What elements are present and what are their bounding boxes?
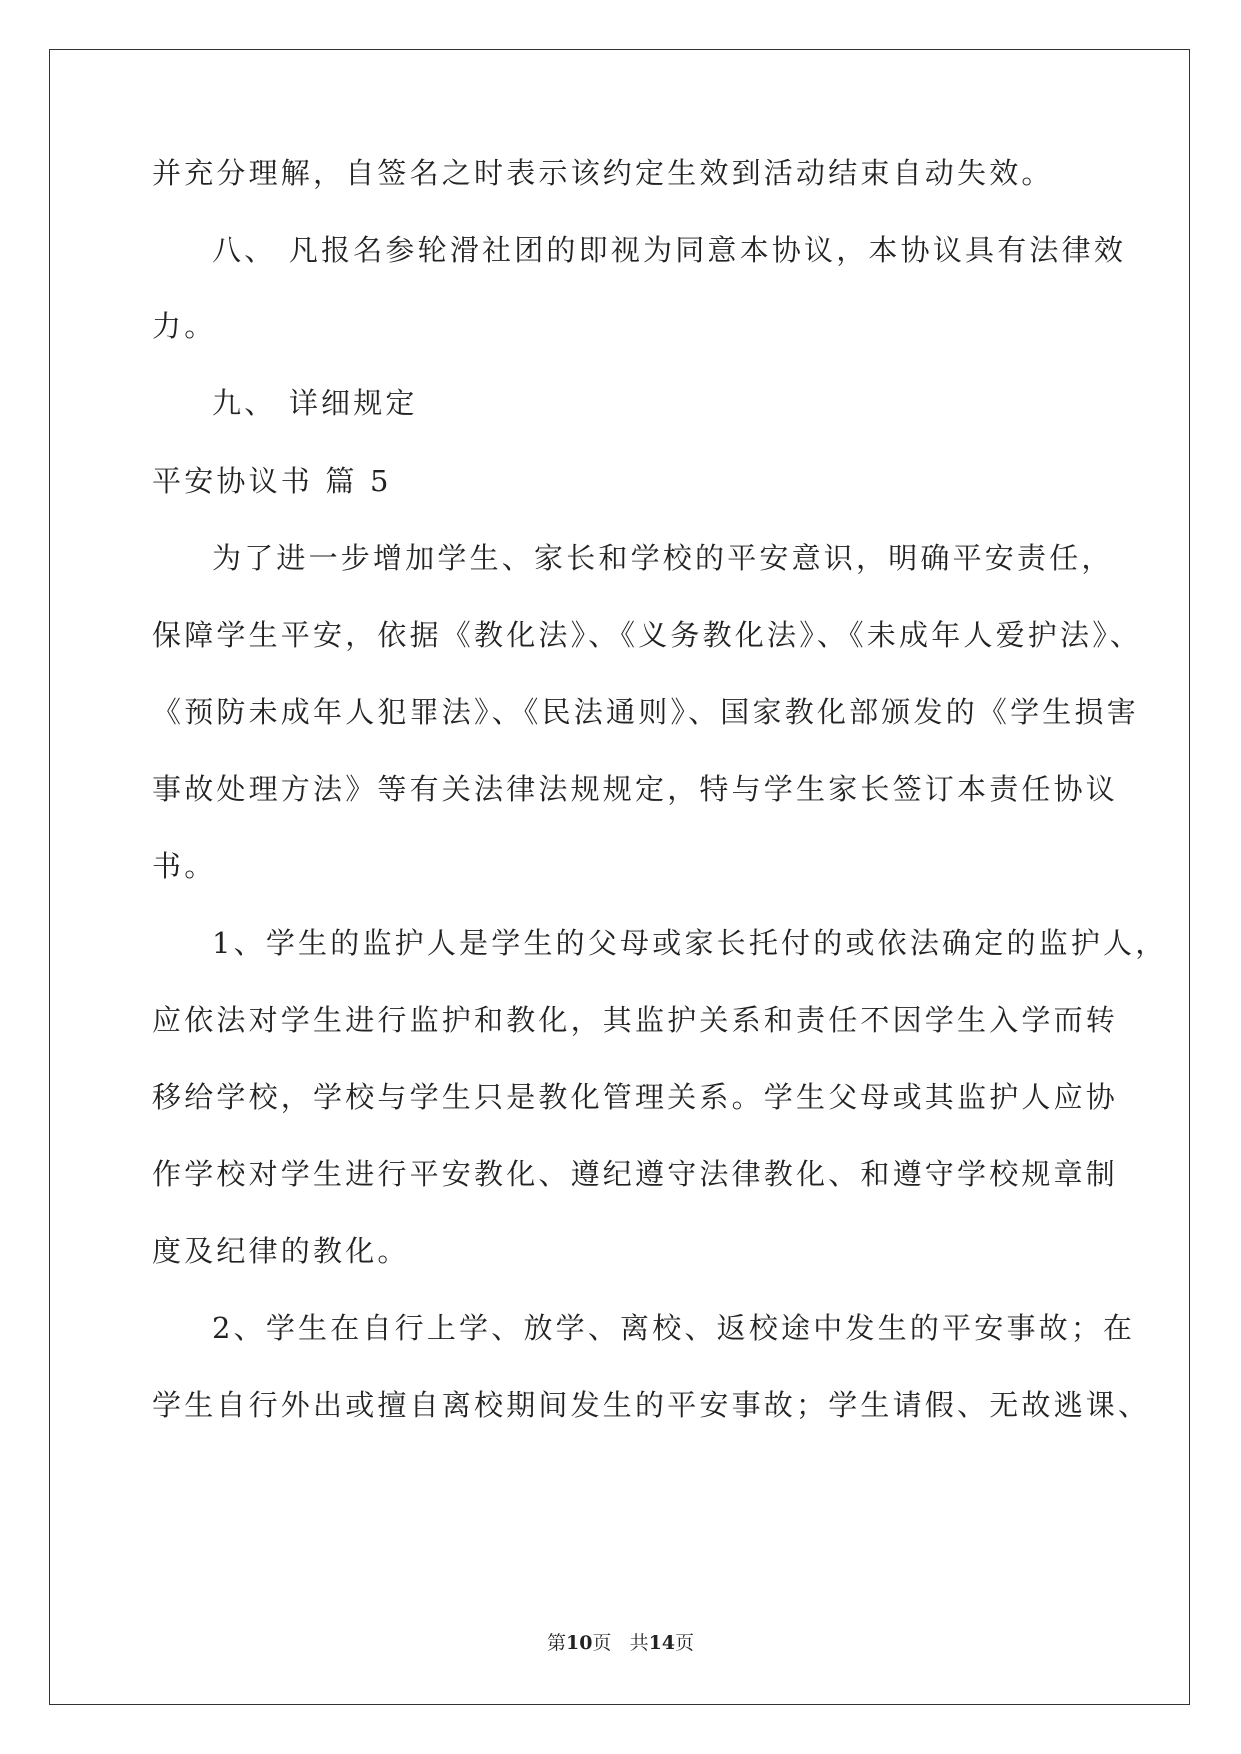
text-line: 应依法对学生进行监护和教化，其监护关系和责任不因学生入学而转 bbox=[152, 1003, 1119, 1037]
text-line: 移给学校，学校与学生只是教化管理关系。学生父母或其监护人应协 bbox=[152, 1080, 1119, 1114]
text-line: 八、 凡报名参轮滑社团的即视为同意本协议，本协议具有法律效 bbox=[212, 233, 1127, 267]
current-page-number: 10 bbox=[565, 1632, 593, 1654]
text-line: 作学校对学生进行平安教化、遵纪遵守法律教化、和遵守学校规章制 bbox=[152, 1157, 1119, 1191]
footer-prefix: 第 bbox=[546, 1632, 566, 1654]
footer-total-prefix: 共 bbox=[629, 1632, 649, 1654]
text-line: 度及纪律的教化。 bbox=[152, 1234, 410, 1268]
page-footer bbox=[0, 1628, 1241, 1655]
section-heading: 平安协议书 篇 5 bbox=[152, 464, 392, 498]
text-line: 事故处理方法》等有关法律法规规定，特与学生家长签订本责任协议 bbox=[152, 772, 1119, 806]
footer-page-suffix: 页 bbox=[592, 1632, 612, 1654]
text-line: 《预防未成年人犯罪法》、《民法通则》、国家教化部颁发的《学生损害 bbox=[152, 695, 1139, 729]
text-line: 书。 bbox=[152, 849, 217, 883]
page-border bbox=[49, 49, 1190, 1705]
footer-total-suffix: 页 bbox=[675, 1632, 695, 1654]
text-line: 学生自行外出或擅自离校期间发生的平安事故；学生请假、无故逃课、 bbox=[152, 1388, 1151, 1422]
text-line: 并充分理解，自签名之时表示该约定生效到活动结束自动失效。 bbox=[152, 156, 1054, 190]
text-line: 九、 详细规定 bbox=[212, 386, 418, 420]
text-line: 1、学生的监护人是学生的父母或家长托付的或依法确定的监护人， bbox=[212, 926, 1168, 960]
text-line: 力。 bbox=[152, 309, 217, 343]
text-line: 为了进一步增加学生、家长和学校的平安意识，明确平安责任， bbox=[212, 541, 1114, 575]
text-line: 保障学生平安，依据《教化法》、《义务教化法》、《未成年人爱护法》、 bbox=[152, 618, 1143, 652]
text-line: 2、学生在自行上学、放学、离校、返校途中发生的平安事故；在 bbox=[212, 1311, 1136, 1345]
total-page-count: 14 bbox=[648, 1632, 676, 1654]
